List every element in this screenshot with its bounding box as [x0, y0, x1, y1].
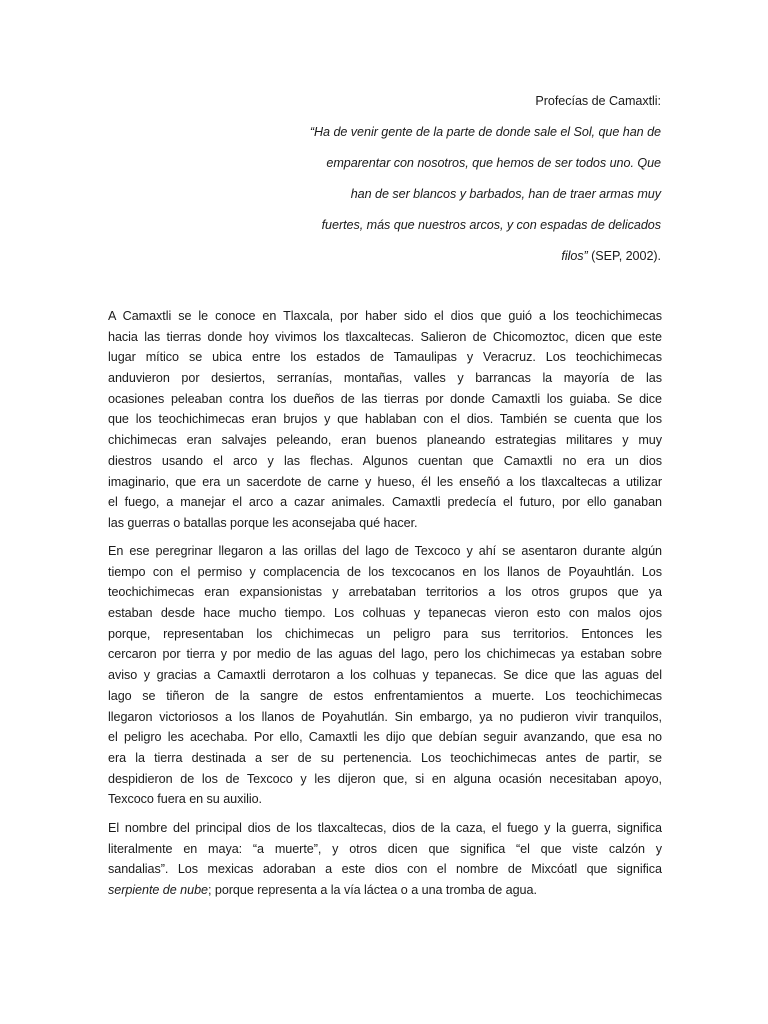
- paragraph-line: sandalias”. Los mexicas adoraban a este dios con el nombre de Mixcóatl que significa: [108, 862, 662, 877]
- paragraph-1: [108, 306, 662, 534]
- epigraph-quote-text: fuertes, más que nuestros arcos, y con espadas de delicados: [321, 218, 661, 232]
- epigraph-quote-text: filos”: [561, 249, 588, 263]
- epigraph-quote-text: “Ha de venir gente de la parte de donde sale el Sol, que han de: [309, 125, 661, 139]
- paragraph-3: [108, 818, 662, 901]
- paragraph-line: tiempo con el permiso y complacencia de los texcocanos en los llanos de Poyauhtlán. Los: [108, 564, 662, 579]
- epigraph-line: [250, 245, 661, 276]
- paragraph-line: despidieron de los de Texcoco y les dijeron que, si en alguna ocasión necesitaban apoyo,: [108, 771, 662, 786]
- paragraph-line: cercaron por tierra y por medio de las aguas del lago, pero los chichimecas ya estaban sobre: [108, 647, 662, 662]
- paragraph-line: el fuego, a manejar el arco a cazar animales. Camaxtli predecía el futuro, por ello ganaban: [108, 495, 662, 510]
- paragraph-line: El nombre del principal dios de los tlaxcaltecas, dios de la caza, el fuego y la guerra, significa: [108, 821, 662, 835]
- epigraph-line: [250, 214, 661, 245]
- paragraph-line: En ese peregrinar llegaron a las orillas del lago de Texcoco y ahí se asentaron durante algún: [108, 544, 662, 558]
- paragraph-line: Texcoco fuera en su auxilio.: [108, 792, 263, 807]
- paragraph-line: lugar mítico se ubica entre los estados de Tamaulipas y Veracruz. Los teochichimecas: [108, 350, 662, 365]
- epigraph-quote-text: emparentar con nosotros, que hemos de ser todos uno. Que: [326, 156, 661, 170]
- epigraph-quote-text: han de ser blancos y barbados, han de traer armas muy: [350, 187, 661, 201]
- epigraph-quote: [250, 90, 661, 276]
- paragraph-line: A Camaxtli se le conoce en Tlaxcala, por haber sido el dios que guió a los teochichimecas: [108, 309, 662, 323]
- paragraph-line: imaginario, que era un sacerdote de carne y hueso, él les enseñó a los tlaxcaltecas a utilizar: [108, 474, 662, 489]
- paragraph-line-rest: ; porque representa a la vía láctea o a una tromba de agua.: [207, 883, 537, 898]
- epigraph-citation: (SEP, 2002).: [587, 249, 661, 263]
- paragraph-line: [108, 880, 662, 901]
- paragraph-line: las guerras o batallas porque les aconsejaba qué hacer.: [108, 515, 418, 530]
- paragraph-line: porque, representaban los chichimecas un peligro para sus territorios. Entonces les: [108, 626, 662, 641]
- paragraph-line: estaban desde hace mucho tiempo. Los colhuas y tepanecas vieron esto con malos ojos: [108, 606, 662, 621]
- epigraph-line: [250, 183, 661, 214]
- italic-term: serpiente de nube: [108, 883, 208, 898]
- paragraph-line: anduvieron por desiertos, serranías, montañas, valles y barrancas la mayoría de las: [108, 371, 662, 386]
- paragraph-line: ocasiones peleaban contra los dueños de las tierras por donde Camaxtli los guiaba. Se dice: [108, 391, 662, 406]
- epigraph-title: Profecías de Camaxtli:: [535, 94, 661, 108]
- paragraph-line: aviso y gracias a Camaxtli derrotaron a los colhuas y tepanecas. Se dice que las aguas del: [108, 668, 662, 683]
- paragraph-2: [108, 541, 662, 810]
- paragraph-line: chichimecas eran salvajes peleando, eran buenos planeando estrategias militares y muy: [108, 433, 662, 448]
- paragraph-line: el peligro les acechaba. Por ello, Camaxtli les dijo que debían seguir avanzando, que esa no: [108, 730, 662, 745]
- paragraph-line: teochichimecas eran expansionistas y arrebataban territorios a los otros grupos que ya: [108, 585, 662, 600]
- paragraph-line: llegaron victoriosos a los llanos de Poyahutlán. Sin embargo, ya no pudieron vivir tranquilos,: [108, 709, 662, 724]
- paragraph-line: diestros usando el arco y las flechas. Algunos cuentan que Camaxtli no era un dios: [108, 453, 662, 468]
- paragraph-line: literalmente en maya: “a muerte”, y otros dicen que significa “el que viste calzón y: [108, 841, 662, 856]
- epigraph-line: [250, 152, 661, 183]
- epigraph-line: [250, 121, 661, 152]
- paragraph-line: que los teochichimecas eran brujos y que hablaban con el dios. También se cuenta que los: [108, 412, 662, 427]
- paragraph-line: era la tierra destinada a ser de su pertenencia. Los teochichimecas antes de partir, se: [108, 750, 662, 765]
- paragraph-line: hacia las tierras donde hoy vivimos los tlaxcaltecas. Salieron de Chicomoztoc, dicen que este: [108, 329, 662, 344]
- paragraph-line: lago se tiñeron de la sangre de estos enfrentamientos a muerte. Los teochichimecas: [108, 688, 662, 703]
